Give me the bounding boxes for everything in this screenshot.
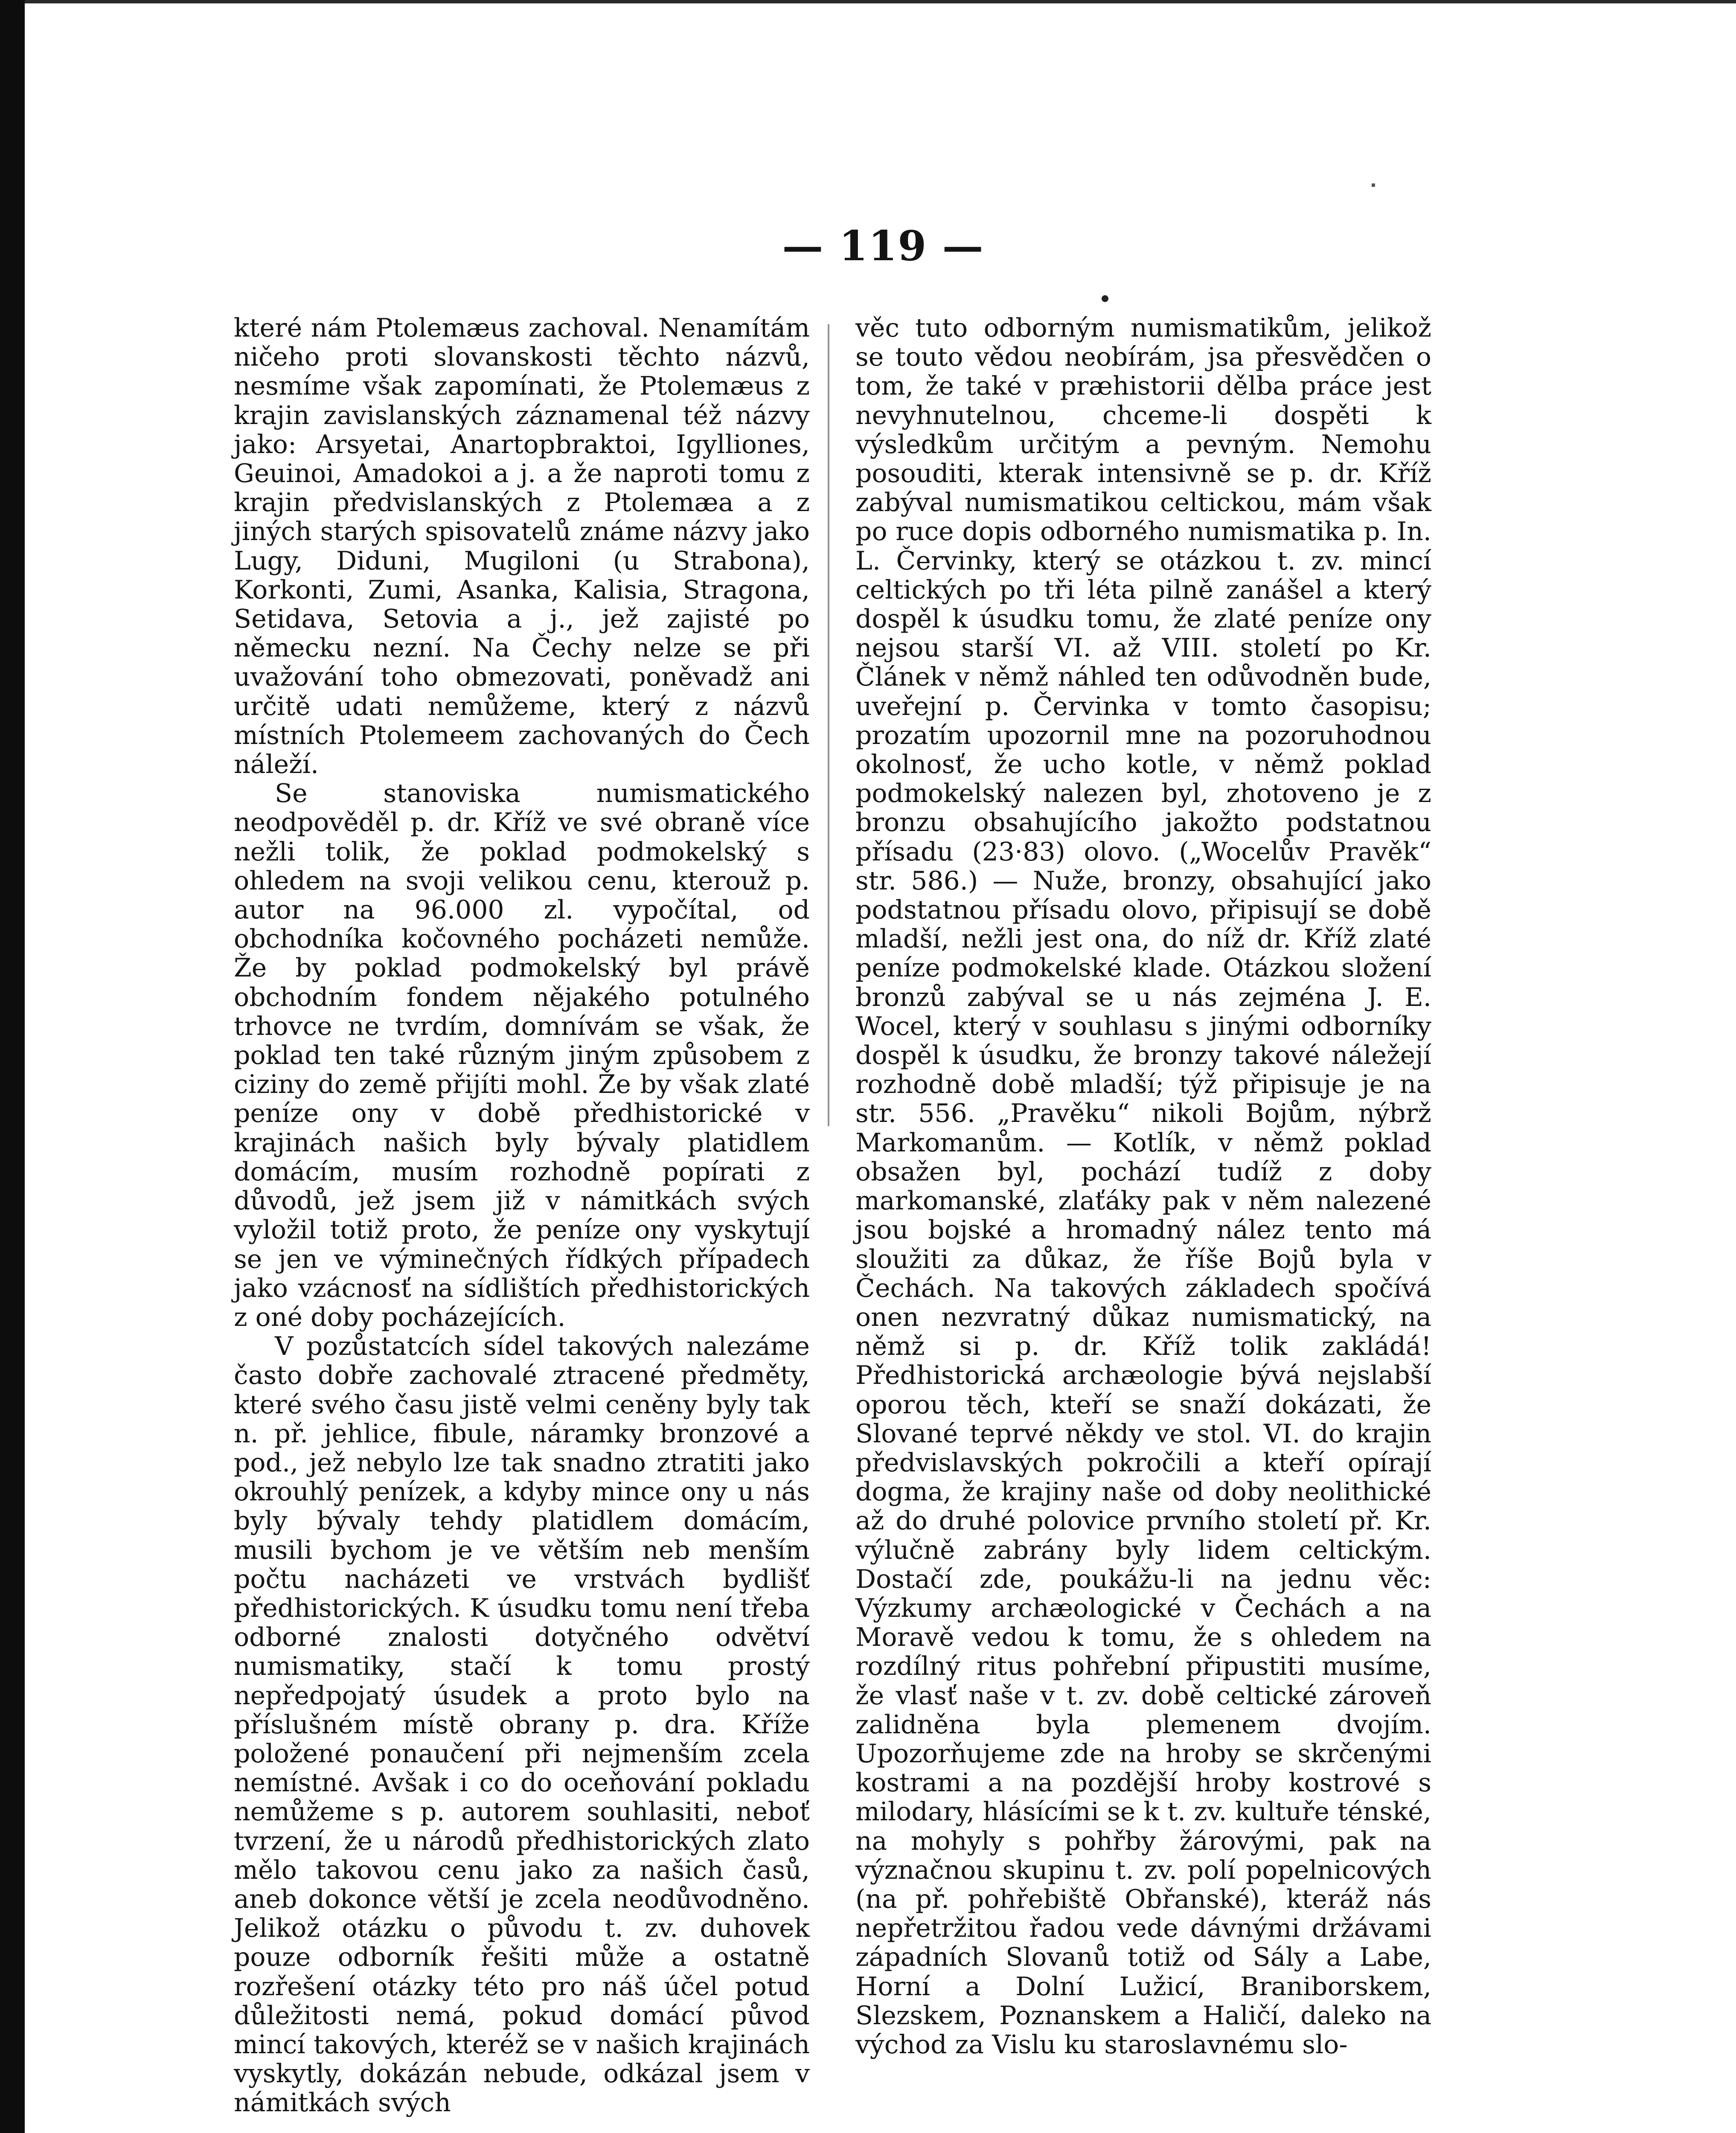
page-number: — 119 — xyxy=(782,222,984,270)
left-column xyxy=(234,314,810,2118)
paragraph: které nám Ptolemæus zachoval. Nenamítám ničeho proti slovanskosti těchto názvů, nesmíme však zapomínati, že Ptolemæus z krajin zavislanských záznamenal též názvy jako: Arsyetai, Anartopbraktoi, Igylliones, Geuinoi, Amadokoi a j. a že naproti tomu z krajin předvislanských z Ptolemæa a z jiných starých spisovatelů známe názvy jako Lugy, Diduni, Mugiloni (u Strabona), Korkonti, Zumi, Asanka, Kalisia, Stragona, Setidava, Setovia a j., jež zajisté po německu nezní. Na Čechy nelze se při uvažování toho obmezovati, poněvadž ani určitě udati nemůžeme, který z názvů místních Ptolemeem zachovaných do Čech náleží. xyxy=(234,313,810,780)
paragraph: věc tuto odborným numismatikům, jelikož se touto vědou neobírám, jsa přesvědčen o tom, že také v præhistorii dělba práce jest nevyhnutelnou, chceme-li dospěti k výsledkům určitým a pevným. Nemohu posouditi, kterak intensivně se p. dr. Kříž zabýval numismatikou celtickou, mám však po ruce dopis odborného numismatika p. In. L. Červinky, který se otázkou t. zv. mincí celtických po tři léta pilně zanášel a který dospěl k úsudku tomu, že zlaté peníze ony nejsou starší VI. až VIII. století po Kr. Článek v němž náhled ten odůvodněn bude, uveřejní p. Červinka v tomto časopisu; prozatím upozornil mne na pozoruhodnou okolnosť, že ucho kotle, v němž poklad podmokelský nalezen byl, zhotoveno je z bronzu obsahujícího jakožto podstatnou přísadu (23·83) olovo. („Wocelův Pravěk“ str. 586.) — Nuže, bronzy, obsahující jako podstatnou přísadu olovo, připisují se době mladší, nežli jest ona, do níž dr. Kříž zlaté peníze podmokelské klade. Otázkou složení bronzů zabýval se u nás zejména J. E. Wocel, který v souhlasu s jinými odborníky dospěl k úsudku, že bronzy takové náležejí rozhodně době mladší; týž připisuje je na str. 556. „Pravěku“ nikoli Bojům, nýbrž Markomanům. — Kotlík, v němž poklad obsažen byl, pochází tudíž z doby markomanské, zlaťáky pak v něm nalezené jsou bojské a hromadný nález tento má sloužiti za důkaz, že říše Bojů byla v Čechách. Na takových základech spočívá onen nezvratný důkaz numismatický, na němž si p. dr. Kříž tolik zakládá! Předhistorická archæologie bývá nejslabší oporou těch, kteří se snaží dokázati, že Slované teprvé někdy ve stol. VI. do krajin předvislavských pokročili a kteří opírají dogma, že krajiny naše od doby neolithické až do druhé polovice prvního století př. Kr. výlučně zabrány byly lidem celtickým. Dostačí zde, poukážu-li na jednu věc: Výzkumy archæologické v Čechách a na Moravě vedou k tomu, že s ohledem na rozdílný ritus pohřební připustiti musíme, že vlasť naše v t. zv. době celtické zároveň zalidněna byla plemenem dvojím. Upozorňujeme zde na hroby se skrčenými kostrami a na pozdější hroby kostrové s milodary, hlásícími se k t. zv. kultuře ténské, na mohyly s pohřby žárovými, pak na význačnou skupinu t. zv. polí popelnicových (na př. pohřebiště Obřanské), kteráž nás nepřetržitou řadou vede dávnými držávami západních Slovanů totiž od Sály a Labe, Horní a Dolní Lužicí, Braniborskem, Slezskem, Poznanskem a Haličí, daleko na východ za Vislu ku staroslavnému slo- xyxy=(855,313,1431,2060)
scan-edge-left xyxy=(0,0,25,2133)
right-column xyxy=(855,314,1431,2059)
paragraph: V pozůstatcích sídel takových nalezáme často dobře zachovalé ztracené předměty, které svého času jistě velmi ceněny byly tak n. př. jehlice, fibule, náramky bronzové a pod., jež nebylo lze tak snadno ztratiti jako okrouhlý penízek, a kdyby mince ony u nás byly bývaly tehdy platidlem domácím, musili bychom je ve větším neb menším počtu nacházeti ve vrstvách bydlišť předhistorických. K úsudku tomu není třeba odborné znalosti dotyčného odvětví numismatiky, stačí k tomu prostý nepředpojatý úsudek a proto bylo na příslušném místě obrany p. dra. Kříže položené ponaučení při nejmenším zcela nemístné. Avšak i co do oceňování pokladu nemůžeme s p. autorem souhlasiti, neboť tvrzení, že u národů předhistorických zlato mělo takovou cenu jako za našich časů, aneb dokonce větší je zcela neodůvodněno. Jelikož otázku o původu t. zv. duhovek pouze odborník řešiti může a ostatně rozřešení otázky této pro náš účel potud důležitosti nemá, pokud domácí původ mincí takových, kteréž se v našich krajinách vyskytly, dokázán nebude, odkázal jsem v námitkách svých xyxy=(234,1331,810,2118)
scan-speck xyxy=(1372,183,1375,187)
scan-edge-top xyxy=(25,0,1736,3)
scan-dot xyxy=(1102,295,1108,302)
column-divider xyxy=(828,324,829,1126)
paragraph: Se stanoviska numismatického neodpověděl p. dr. Kříž ve své obraně více nežli tolik, že poklad podmokelský s ohledem na svoji velikou cenu, kterouž p. autor na 96.000 zl. vypočítal, od obchodníka kočovného pocházeti nemůže. Že by poklad podmokelský byl právě obchodním fondem nějakého potulného trhovce ne tvrdím, domnívám se však, že poklad ten také různým jiným způsobem z ciziny do země přijíti mohl. Že by však zlaté peníze ony v době předhistorické v krajinách našich byly bývaly platidlem domácím, musím rozhodně popírati z důvodů, jež jsem již v námitkách svých vyložil totiž proto, že peníze ony vyskytují se jen ve výminečných řídkých případech jako vzácnosť na sídlištích předhistorických z oné doby pocházejících. xyxy=(234,779,810,1332)
